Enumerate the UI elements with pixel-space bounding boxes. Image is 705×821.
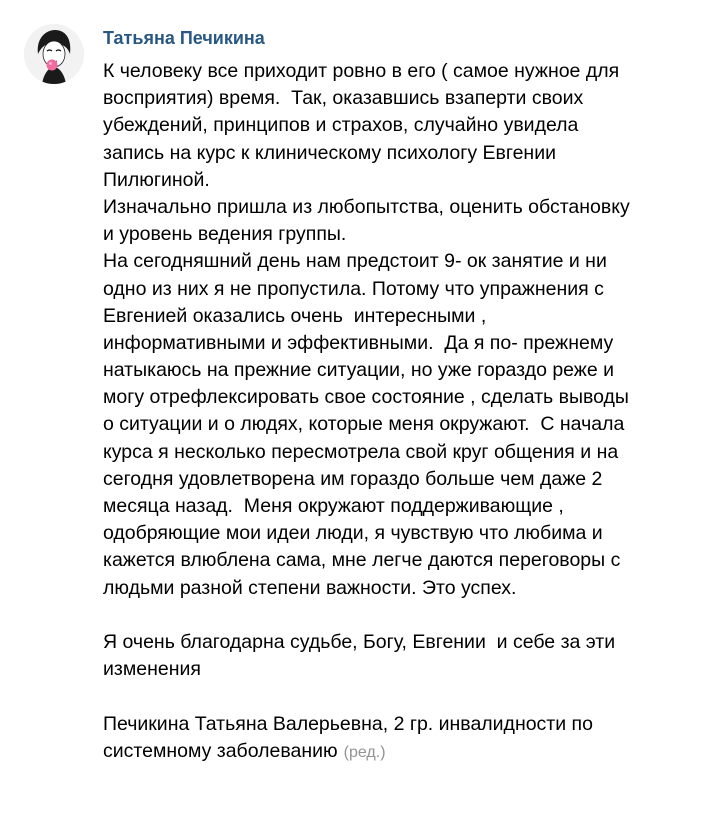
- message-line-text: системному заболеванию: [103, 739, 338, 762]
- message-line: месяца назад. Меня окружают поддерживающие ,: [103, 495, 564, 517]
- message-line: информативными и эффективными. Да я по- прежнему: [103, 331, 614, 354]
- message-line: Евгенией оказались очень интересными ,: [103, 304, 487, 327]
- message-line: и уровень ведения группы.: [103, 223, 347, 246]
- message-line: одно из них я не пропустила. Потому что упражнения с: [103, 277, 604, 300]
- message-line: Пилюгиной.: [103, 168, 210, 191]
- message-line: людьми разной степени важности. Это успех.: [103, 576, 517, 599]
- message-line: сегодня удовлетворена им гораздо больше чем даже 2: [103, 467, 603, 490]
- message-line: курса я несколько пересмотрела свой круг общения и на: [103, 440, 619, 463]
- message-line: изменения: [103, 658, 201, 681]
- message-line: запись на курс к клиническому психологу Евгении: [103, 141, 556, 164]
- author-name[interactable]: Татьяна Печикина: [103, 28, 265, 48]
- message-line: натыкаюсь на прежние ситуации, но уже гораздо реже и: [103, 359, 615, 382]
- message-text: [103, 58, 698, 765]
- avatar[interactable]: [24, 24, 84, 84]
- message-last-line: [103, 738, 698, 765]
- message-line: могу отрефлексировать свое состояние , сделать выводы: [103, 386, 629, 409]
- message-line: Я очень благодарна судьбе, Богу, Евгении и себе за эти: [103, 630, 616, 653]
- message-line: На сегодняшний день нам предстоит 9- ок занятие и ни: [103, 250, 607, 273]
- message-line: кажется влюблена сама, мне легче даются переговоры с: [103, 549, 621, 572]
- message-line: К человеку все приходит ровно в его ( самое нужное для: [103, 60, 620, 82]
- message-line: о ситуации и о людях, которые меня окружают. С начала: [103, 413, 625, 436]
- message-line: одобряющие мои идеи люди, я чувствую что любима и: [103, 522, 603, 545]
- blank-line: [103, 602, 698, 629]
- message-line: Изначально пришла из любопытства, оценить обстановку: [103, 195, 630, 218]
- message-line: Печикина Татьяна Валерьевна, 2 гр. инвалидности по: [103, 712, 593, 735]
- edited-label[interactable]: (ред.): [343, 743, 386, 761]
- avatar-portrait-icon: [24, 24, 84, 84]
- blank-line: [103, 683, 698, 710]
- message-line: восприятия) время. Так, оказавшись взаперти своих: [103, 87, 584, 110]
- message-line: убеждений, принципов и страхов, случайно увидела: [103, 114, 579, 137]
